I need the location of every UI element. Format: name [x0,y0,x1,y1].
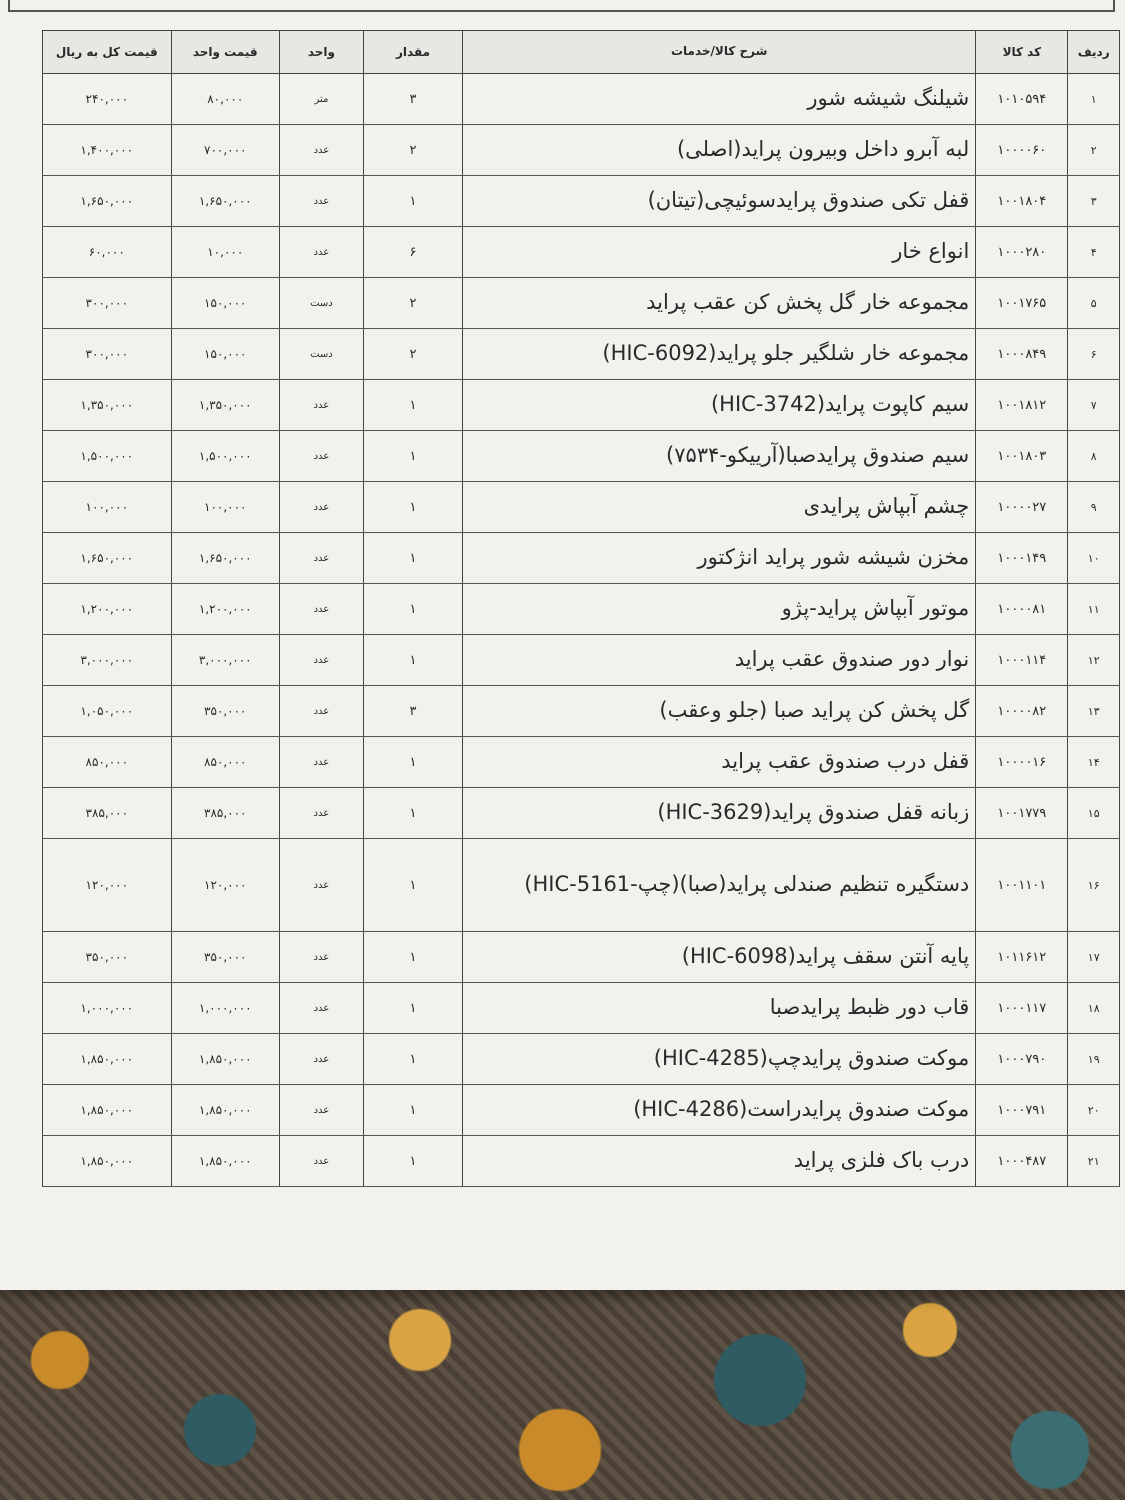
row-number: ۱۱ [1068,584,1120,635]
item-code: ۱۰۰۱۸۱۲ [976,380,1068,431]
item-description: نوار دور صندوق عقب پراید [463,635,976,686]
item-total-price: ۱,۶۵۰,۰۰۰ [43,533,172,584]
item-description: چشم آبپاش پرایدی [463,482,976,533]
item-total-price: ۳۸۵,۰۰۰ [43,788,172,839]
item-description: انواع خار [463,227,976,278]
item-description: مخزن شیشه شور پراید انژکتور [463,533,976,584]
item-unit: عدد [279,1085,363,1136]
item-description: قاب دور ظبط پرایدصبا [463,983,976,1034]
item-code: ۱۰۱۱۶۱۲ [976,932,1068,983]
item-code: ۱۰۰۰۰۸۱ [976,584,1068,635]
item-code: ۱۰۰۱۸۰۳ [976,431,1068,482]
item-quantity: ۲ [363,329,462,380]
item-quantity: ۱ [363,584,462,635]
item-total-price: ۸۵۰,۰۰۰ [43,737,172,788]
item-description: شیلنگ شیشه شور [463,74,976,125]
item-unit-price: ۱,۲۰۰,۰۰۰ [171,584,279,635]
item-total-price: ۱,۶۵۰,۰۰۰ [43,176,172,227]
table-row [43,1136,1120,1187]
item-unit-price: ۱,۸۵۰,۰۰۰ [171,1085,279,1136]
item-code: ۱۰۰۰۴۸۷ [976,1136,1068,1187]
table-row [43,176,1120,227]
table-row [43,74,1120,125]
table-row [43,788,1120,839]
item-quantity: ۱ [363,1034,462,1085]
table-row [43,380,1120,431]
item-description: موکت صندوق پرایدراست(HIC-4286) [463,1085,976,1136]
item-total-price: ۱,۰۰۰,۰۰۰ [43,983,172,1034]
row-number: ۱۴ [1068,737,1120,788]
row-number: ۲۰ [1068,1085,1120,1136]
item-description: پایه آنتن سقف پراید(HIC-6098) [463,932,976,983]
item-code: ۱۰۰۱۷۶۵ [976,278,1068,329]
item-code: ۱۰۰۰۷۹۰ [976,1034,1068,1085]
table-row [43,125,1120,176]
item-total-price: ۱,۸۵۰,۰۰۰ [43,1034,172,1085]
item-unit-price: ۱,۸۵۰,۰۰۰ [171,1034,279,1085]
item-quantity: ۲ [363,278,462,329]
item-quantity: ۱ [363,788,462,839]
table-row [43,431,1120,482]
row-number: ۱۲ [1068,635,1120,686]
row-number: ۱۷ [1068,932,1120,983]
item-quantity: ۱ [363,380,462,431]
table-row [43,635,1120,686]
item-code: ۱۰۱۰۵۹۴ [976,74,1068,125]
table-row [43,1034,1120,1085]
item-unit: دست [279,329,363,380]
row-number: ۱ [1068,74,1120,125]
item-unit-price: ۱,۳۵۰,۰۰۰ [171,380,279,431]
item-description: قفل تکی صندوق پرایدسوئیچی(تیتان) [463,176,976,227]
item-unit: عدد [279,839,363,932]
header-quantity: مقدار [363,31,462,74]
item-code: ۱۰۰۱۷۷۹ [976,788,1068,839]
header-unit: واحد [279,31,363,74]
item-unit-price: ۳,۰۰۰,۰۰۰ [171,635,279,686]
item-description: موتور آبپاش پراید-پژو [463,584,976,635]
item-total-price: ۱,۲۰۰,۰۰۰ [43,584,172,635]
item-unit: عدد [279,125,363,176]
table-row [43,1085,1120,1136]
item-unit-price: ۱۵۰,۰۰۰ [171,278,279,329]
row-number: ۱۹ [1068,1034,1120,1085]
item-unit-price: ۷۰۰,۰۰۰ [171,125,279,176]
item-total-price: ۳۵۰,۰۰۰ [43,932,172,983]
item-quantity: ۱ [363,482,462,533]
item-unit: عدد [279,482,363,533]
item-unit-price: ۸۵۰,۰۰۰ [171,737,279,788]
item-code: ۱۰۰۰۱۱۷ [976,983,1068,1034]
item-quantity: ۱ [363,176,462,227]
table-row [43,329,1120,380]
item-description: سیم کاپوت پراید(HIC-3742) [463,380,976,431]
item-unit-price: ۳۵۰,۰۰۰ [171,932,279,983]
row-number: ۱۶ [1068,839,1120,932]
item-unit-price: ۱,۶۵۰,۰۰۰ [171,533,279,584]
item-quantity: ۱ [363,635,462,686]
item-unit-price: ۱,۶۵۰,۰۰۰ [171,176,279,227]
row-number: ۲ [1068,125,1120,176]
item-unit: عدد [279,380,363,431]
item-total-price: ۱,۸۵۰,۰۰۰ [43,1136,172,1187]
item-code: ۱۰۰۱۱۰۱ [976,839,1068,932]
item-description: زبانه قفل صندوق پراید(HIC-3629) [463,788,976,839]
item-description: درب باک فلزی پراید [463,1136,976,1187]
item-code: ۱۰۰۰۱۴۹ [976,533,1068,584]
item-unit-price: ۱,۵۰۰,۰۰۰ [171,431,279,482]
row-number: ۱۵ [1068,788,1120,839]
item-description: مجموعه خار شلگیر جلو پراید(HIC-6092) [463,329,976,380]
item-quantity: ۱ [363,839,462,932]
item-total-price: ۶۰,۰۰۰ [43,227,172,278]
item-unit: عدد [279,533,363,584]
table-row [43,533,1120,584]
item-description: موکت صندوق پرایدچپ(HIC-4285) [463,1034,976,1085]
item-total-price: ۱,۸۵۰,۰۰۰ [43,1085,172,1136]
item-total-price: ۱۲۰,۰۰۰ [43,839,172,932]
item-total-price: ۱,۵۰۰,۰۰۰ [43,431,172,482]
item-code: ۱۰۰۰۸۴۹ [976,329,1068,380]
item-quantity: ۱ [363,1136,462,1187]
item-quantity: ۱ [363,932,462,983]
item-unit-price: ۱,۰۰۰,۰۰۰ [171,983,279,1034]
item-code: ۱۰۰۱۸۰۴ [976,176,1068,227]
header-row-number: ردیف [1068,31,1120,74]
item-unit-price: ۱۲۰,۰۰۰ [171,839,279,932]
item-unit: عدد [279,584,363,635]
item-quantity: ۲ [363,125,462,176]
table-row [43,482,1120,533]
item-quantity: ۱ [363,1085,462,1136]
row-number: ۴ [1068,227,1120,278]
item-total-price: ۳,۰۰۰,۰۰۰ [43,635,172,686]
item-unit: عدد [279,788,363,839]
item-unit: عدد [279,1034,363,1085]
header-row [43,31,1120,74]
row-number: ۱۰ [1068,533,1120,584]
header-total-price: قیمت کل به ریال [43,31,172,74]
table-row [43,839,1120,932]
row-number: ۲۱ [1068,1136,1120,1187]
item-total-price: ۱۰۰,۰۰۰ [43,482,172,533]
item-unit-price: ۱۵۰,۰۰۰ [171,329,279,380]
item-unit-price: ۱۰,۰۰۰ [171,227,279,278]
item-unit: متر [279,74,363,125]
item-unit-price: ۱۰۰,۰۰۰ [171,482,279,533]
row-number: ۵ [1068,278,1120,329]
row-number: ۶ [1068,329,1120,380]
item-description: لبه آبرو داخل وبیرون پراید(اصلی) [463,125,976,176]
invoice-table [42,30,1120,1187]
item-unit: عدد [279,983,363,1034]
header-description: شرح کالا/خدمات [463,31,976,74]
item-unit: دست [279,278,363,329]
table-row [43,278,1120,329]
table-row [43,983,1120,1034]
item-quantity: ۱ [363,431,462,482]
table-row [43,686,1120,737]
item-quantity: ۳ [363,686,462,737]
item-quantity: ۱ [363,533,462,584]
item-unit-price: ۸۰,۰۰۰ [171,74,279,125]
table-row [43,932,1120,983]
item-unit-price: ۳۸۵,۰۰۰ [171,788,279,839]
item-code: ۱۰۰۰۷۹۱ [976,1085,1068,1136]
row-number: ۱۸ [1068,983,1120,1034]
row-number: ۹ [1068,482,1120,533]
header-unit-price: قیمت واحد [171,31,279,74]
item-quantity: ۱ [363,983,462,1034]
item-description: دستگیره تنظیم صندلی پراید(صبا)(چپ-HIC-5161) [463,839,976,932]
item-description: سیم صندوق پرایدصبا(آرییکو-۷۵۳۴) [463,431,976,482]
item-description: گل پخش کن پراید صبا (جلو وعقب) [463,686,976,737]
item-unit: عدد [279,431,363,482]
item-code: ۱۰۰۰۱۱۴ [976,635,1068,686]
item-code: ۱۰۰۰۰۱۶ [976,737,1068,788]
item-unit: عدد [279,737,363,788]
item-unit: عدد [279,176,363,227]
row-number: ۱۳ [1068,686,1120,737]
table-row [43,737,1120,788]
item-code: ۱۰۰۰۰۶۰ [976,125,1068,176]
item-code: ۱۰۰۰۲۸۰ [976,227,1068,278]
item-total-price: ۲۴۰,۰۰۰ [43,74,172,125]
item-total-price: ۱,۳۵۰,۰۰۰ [43,380,172,431]
item-quantity: ۳ [363,74,462,125]
item-description: قفل درب صندوق عقب پراید [463,737,976,788]
item-unit: عدد [279,227,363,278]
item-unit: عدد [279,686,363,737]
item-total-price: ۳۰۰,۰۰۰ [43,278,172,329]
item-code: ۱۰۰۰۰۲۷ [976,482,1068,533]
carpet-background [0,1270,1125,1500]
item-total-price: ۱,۴۰۰,۰۰۰ [43,125,172,176]
table-row [43,584,1120,635]
item-unit-price: ۳۵۰,۰۰۰ [171,686,279,737]
header-code: کد کالا [976,31,1068,74]
item-description: مجموعه خار گل پخش کن عقب پراید [463,278,976,329]
item-total-price: ۱,۰۵۰,۰۰۰ [43,686,172,737]
row-number: ۸ [1068,431,1120,482]
item-unit: عدد [279,635,363,686]
item-unit: عدد [279,1136,363,1187]
row-number: ۷ [1068,380,1120,431]
invoice-rows [43,74,1120,1187]
item-quantity: ۱ [363,737,462,788]
item-total-price: ۳۰۰,۰۰۰ [43,329,172,380]
item-quantity: ۶ [363,227,462,278]
row-number: ۳ [1068,176,1120,227]
top-frame [8,0,1115,12]
table-row [43,227,1120,278]
item-unit-price: ۱,۸۵۰,۰۰۰ [171,1136,279,1187]
item-code: ۱۰۰۰۰۸۲ [976,686,1068,737]
item-unit: عدد [279,932,363,983]
